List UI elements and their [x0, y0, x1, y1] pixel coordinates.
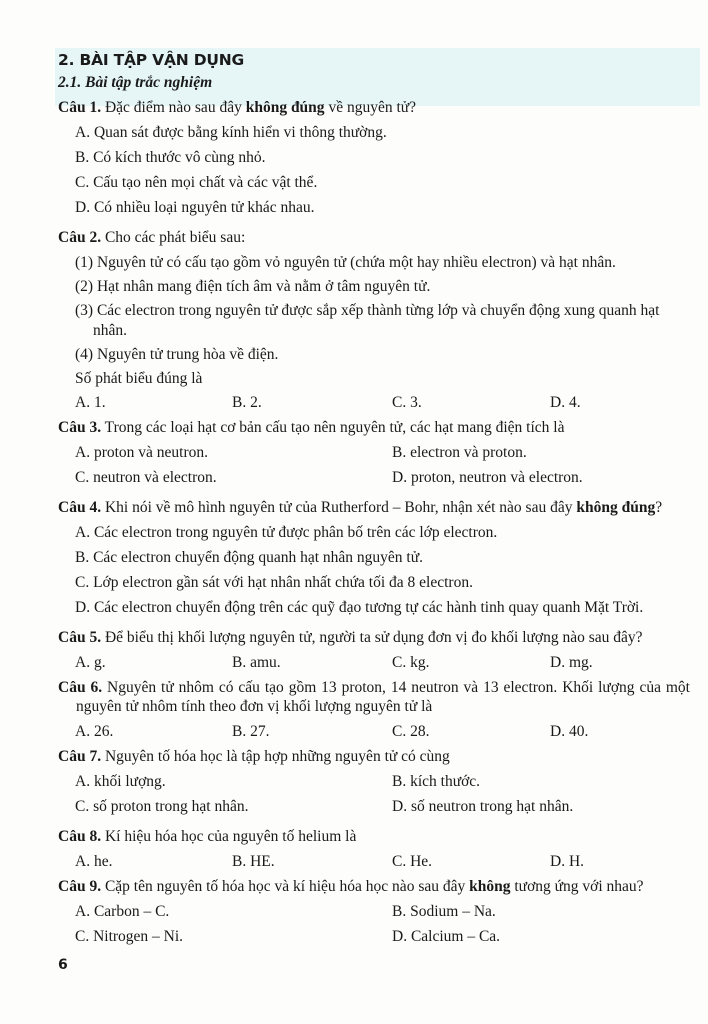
stem-text-end: tương ứng với nhau?: [510, 878, 644, 895]
answer-option: B. HE.: [232, 853, 275, 870]
question-stem: [58, 228, 690, 247]
subsection-title: 2.1. Bài tập trắc nghiệm: [58, 74, 213, 91]
answer-option: C. kg.: [392, 654, 430, 671]
question-list: [58, 98, 690, 952]
question-label: Câu 1.: [58, 99, 102, 116]
question-label: Câu 6.: [58, 679, 103, 696]
stem-emphasis: không đúng: [245, 99, 325, 116]
question-label: Câu 7.: [58, 748, 102, 765]
answer-option: C. He.: [392, 853, 433, 870]
answer-option: C. Cấu tạo nên mọi chất và các vật thể.: [75, 174, 318, 191]
page-number: 6: [58, 957, 68, 973]
question-stem: [58, 498, 690, 517]
question: [58, 418, 690, 493]
stem-text-end: về nguyên tử?: [324, 99, 417, 116]
answer-option: A. 1.: [75, 394, 106, 411]
answer-option: C. Nitrogen – Ni.: [75, 928, 184, 945]
statement: (3) Các electron trong nguyên tử được sắp xếp thành từng lớp và chuyển động xung quanh hạt nhân.: [75, 302, 660, 339]
answer-option: D. H.: [550, 853, 585, 870]
answer-option: B. Các electron chuyển động quanh hạt nhân nguyên tử.: [75, 549, 424, 566]
stem-text: Để biểu thị khối lượng nguyên tử, người ta sử dụng đơn vị đo khối lượng nào sau đây?: [101, 629, 643, 646]
answer-option: C. số proton trong hạt nhân.: [75, 798, 249, 815]
question-stem: [58, 678, 690, 716]
answer-option: D. số neutron trong hạt nhân.: [392, 798, 574, 815]
answer-options: [58, 523, 690, 623]
stem-text: Kí hiệu hóa học của nguyên tố helium là: [101, 828, 357, 845]
question: [58, 747, 690, 822]
answer-option: B. 2.: [232, 394, 262, 411]
answer-option: D. Có nhiều loại nguyên tử khác nhau.: [75, 199, 315, 216]
statement: (1) Nguyên tử có cấu tạo gồm vỏ nguyên tử (chứa một hay nhiều electron) và hạt nhân.: [75, 254, 616, 271]
question: [58, 628, 690, 673]
answer-option: D. 40.: [550, 723, 589, 740]
answer-option: C. neutron và electron.: [75, 469, 217, 486]
answer-option: A. g.: [75, 654, 106, 671]
page-content: [58, 50, 690, 957]
answer-option: D. mg.: [550, 654, 593, 671]
question-stem: [58, 877, 690, 896]
answer-options: [58, 123, 690, 223]
stem-text: Nguyên tử nhôm có cấu tạo gồm 13 proton, 14 neutron và 13 electron. Khối lượng của một nguyên tử nhôm tính theo đơn vị khối lượng nguyên tử là: [76, 679, 690, 715]
stem-text: Khi nói về mô hình nguyên tử của Rutherford – Bohr, nhận xét nào sau đây: [101, 499, 577, 516]
stem-emphasis: không: [469, 878, 511, 895]
answer-option: A. he.: [75, 853, 113, 870]
answer-option: C. 28.: [392, 723, 430, 740]
answer-options: [58, 653, 690, 673]
stem-text: Đặc điểm nào sau đây: [101, 99, 246, 116]
question: [58, 827, 690, 872]
stem-text: Nguyên tố hóa học là tập hợp những nguyên tử có cùng: [101, 748, 450, 765]
stem-text-end: ?: [655, 499, 663, 516]
answer-option: C. 3.: [392, 394, 422, 411]
answer-option: A. Các electron trong nguyên tử được phân bố trên các lớp electron.: [75, 524, 498, 541]
answer-option: B. electron và proton.: [392, 444, 527, 461]
answer-option: B. Sodium – Na.: [392, 903, 496, 920]
answer-option: A. 26.: [75, 723, 114, 740]
question: [58, 98, 690, 223]
question: [58, 877, 690, 952]
statement: (2) Hạt nhân mang điện tích âm và nằm ở tâm nguyên tử.: [75, 278, 431, 295]
answer-option: D. 4.: [550, 394, 581, 411]
answer-options: [58, 722, 690, 742]
stem-text: Cặp tên nguyên tố hóa học và kí hiệu hóa học nào sau đây: [101, 878, 470, 895]
stem-text: Trong các loại hạt cơ bản cấu tạo nên nguyên tử, các hạt mang điện tích là: [101, 419, 565, 436]
answer-options: [58, 852, 690, 872]
question-stem: [58, 747, 690, 766]
question-label: Câu 3.: [58, 419, 102, 436]
question-stem: [58, 827, 690, 846]
answer-option: B. amu.: [232, 654, 281, 671]
answer-option: B. kích thước.: [392, 773, 481, 790]
answer-option: C. Lớp electron gần sát với hạt nhân nhất chứa tối đa 8 electron.: [75, 574, 473, 591]
answer-option: A. proton và neutron.: [75, 444, 209, 461]
question: [58, 498, 690, 623]
question-stem: [58, 98, 690, 117]
question-label: Câu 4.: [58, 499, 102, 516]
answer-options: [58, 443, 690, 493]
question-label: Câu 8.: [58, 828, 102, 845]
question-stem: [58, 628, 690, 647]
stem-text: Cho các phát biểu sau:: [101, 229, 246, 246]
question: [58, 678, 690, 742]
answer-option: D. Các electron chuyển động trên các quỹ đạo tương tự các hành tinh quay quanh Mặt Trời.: [75, 599, 644, 616]
question-label: Câu 5.: [58, 629, 102, 646]
question-label: Câu 2.: [58, 229, 102, 246]
section-title: 2. BÀI TẬP VẬN DỤNG: [58, 51, 245, 69]
answer-options: [58, 902, 690, 952]
statement: Số phát biểu đúng là: [75, 370, 203, 387]
statement: (4) Nguyên tử trung hòa về điện.: [75, 346, 279, 363]
answer-option: D. proton, neutron và electron.: [392, 469, 583, 486]
answer-options: [58, 393, 690, 413]
answer-option: B. 27.: [232, 723, 270, 740]
stem-emphasis: không đúng: [576, 499, 656, 516]
question-stem: [58, 418, 690, 437]
question: [58, 228, 690, 413]
answer-option: A. Carbon – C.: [75, 903, 170, 920]
answer-option: A. Quan sát được bằng kính hiển vi thông thường.: [75, 124, 387, 141]
answer-options: [58, 772, 690, 822]
answer-option: B. Có kích thước vô cùng nhỏ.: [75, 149, 266, 166]
answer-option: D. Calcium – Ca.: [392, 928, 501, 945]
question-label: Câu 9.: [58, 878, 102, 895]
answer-option: A. khối lượng.: [75, 773, 166, 790]
